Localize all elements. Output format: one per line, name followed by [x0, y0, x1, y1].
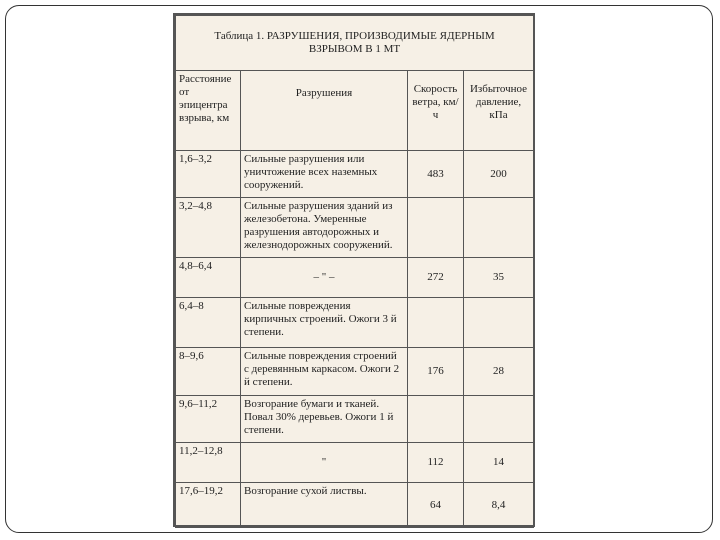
cell-wind: 64 — [408, 483, 464, 528]
header-pressure: Избыточное давление, кПа — [464, 71, 534, 151]
cell-pressure: 8,4 — [464, 483, 534, 528]
cell-distance: 11,2–12,8 — [176, 443, 241, 483]
cell-distance: 6,4–8 — [176, 298, 241, 348]
cell-damage: Сильные повреждения кирпичных строений. Ожоги 3 й степени. — [241, 298, 408, 348]
table-row — [176, 298, 534, 348]
header-distance: Расстояние от эпицентра взрыва, км — [176, 71, 241, 151]
cell-damage: " — [241, 443, 408, 483]
header-wind: Скорость ветра, км/ч — [408, 71, 464, 151]
cell-wind: 112 — [408, 443, 464, 483]
cell-pressure — [464, 396, 534, 443]
cell-pressure: 35 — [464, 258, 534, 298]
cell-wind: 176 — [408, 348, 464, 396]
cell-damage: – " – — [241, 258, 408, 298]
cell-distance: 9,6–11,2 — [176, 396, 241, 443]
cell-wind — [408, 198, 464, 258]
cell-pressure: 28 — [464, 348, 534, 396]
table-row — [176, 258, 534, 298]
damage-table-image — [173, 13, 535, 527]
cell-wind: 272 — [408, 258, 464, 298]
table-header-row — [176, 71, 534, 151]
cell-damage: Сильные разрушения или уничтожение всех наземных сооружений. — [241, 151, 408, 198]
header-damage: Разрушения — [241, 71, 408, 151]
cell-distance: 3,2–4,8 — [176, 198, 241, 258]
table-row — [176, 396, 534, 443]
table-row — [176, 198, 534, 258]
damage-table — [175, 15, 534, 528]
cell-pressure: 200 — [464, 151, 534, 198]
cell-pressure — [464, 298, 534, 348]
cell-wind — [408, 396, 464, 443]
table-row — [176, 483, 534, 528]
cell-damage: Возгорание бумаги и тканей. Повал 30% деревьев. Ожоги 1 й степени. — [241, 396, 408, 443]
cell-damage: Сильные разрушения зданий из железобетона. Умеренные разрушения автодорожных и железнодорожных сооружений. — [241, 198, 408, 258]
table-row — [176, 348, 534, 396]
table-title: Таблица 1. РАЗРУШЕНИЯ, ПРОИЗВОДИМЫЕ ЯДЕРНЫМ ВЗРЫВОМ В 1 МТ — [176, 16, 534, 71]
cell-damage: Сильные повреждения строений с деревянным каркасом. Ожоги 2 й степени. — [241, 348, 408, 396]
cell-distance: 8–9,6 — [176, 348, 241, 396]
cell-damage: Возгорание сухой листвы. — [241, 483, 408, 528]
cell-pressure: 14 — [464, 443, 534, 483]
cell-distance: 17,6–19,2 — [176, 483, 241, 528]
cell-pressure — [464, 198, 534, 258]
cell-distance: 4,8–6,4 — [176, 258, 241, 298]
table-row — [176, 443, 534, 483]
table-row — [176, 151, 534, 198]
cell-wind: 483 — [408, 151, 464, 198]
cell-wind — [408, 298, 464, 348]
cell-distance: 1,6–3,2 — [176, 151, 241, 198]
